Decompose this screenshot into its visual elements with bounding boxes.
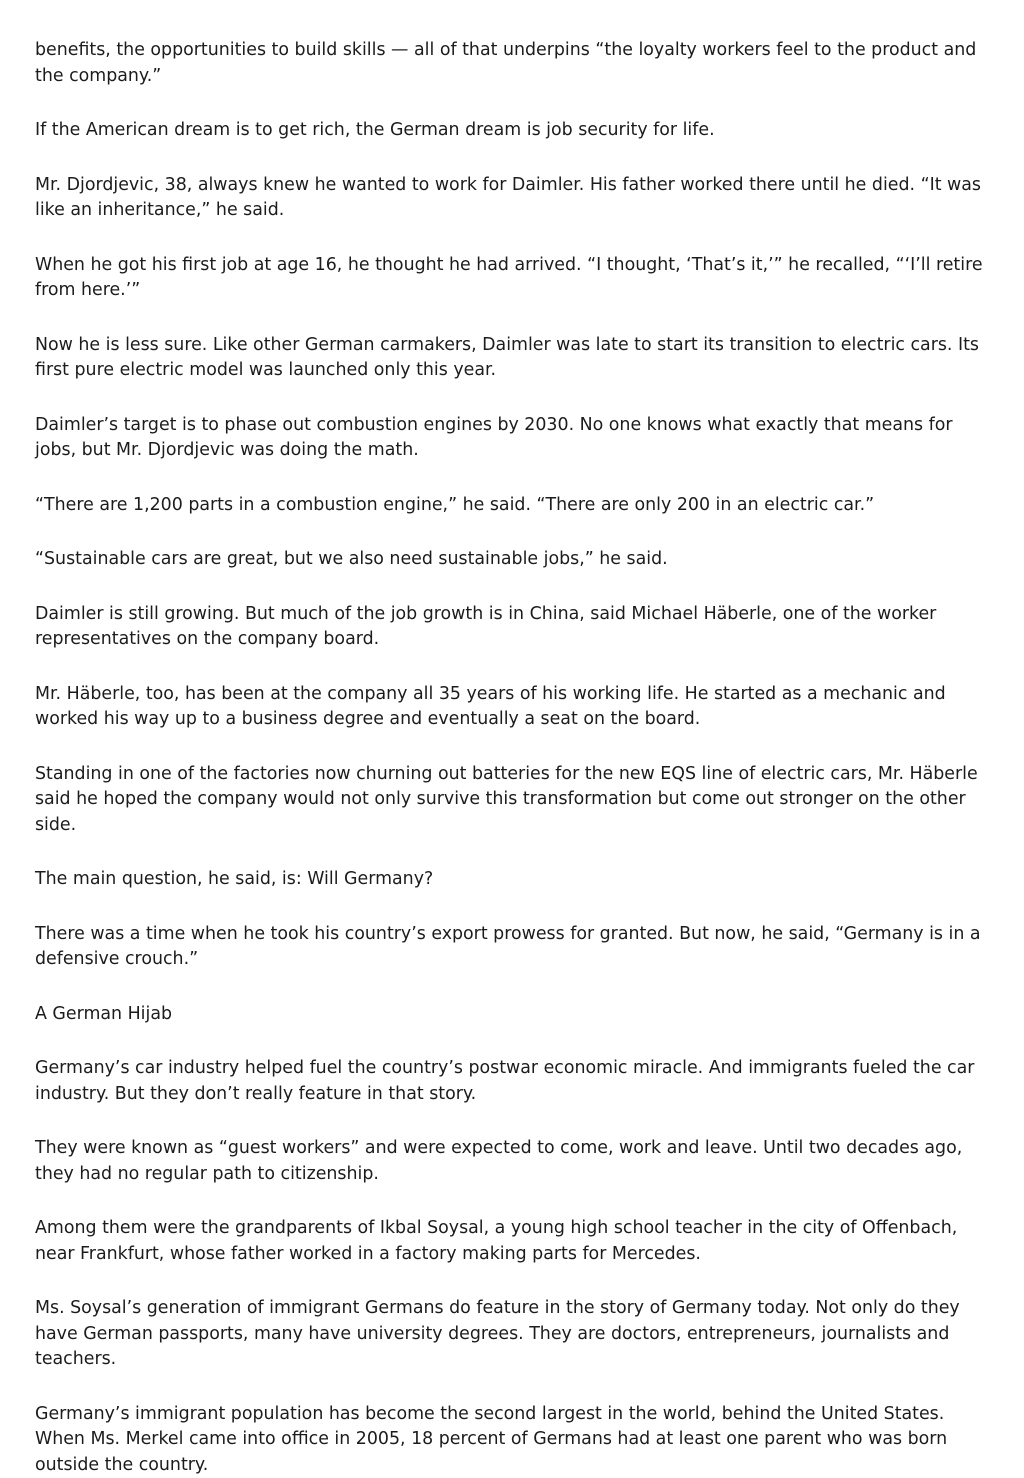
paragraph: Daimler is still growing. But much of the job growth is in China, said Michael Häberle, one of the worker representatives on the company board.	[35, 602, 990, 653]
paragraph: Germany’s immigrant population has become the second largest in the world, behind the United States. When Ms. Merkel came into office in 2005, 18 percent of Germans had at least one parent who was born outside the country.	[35, 1402, 990, 1478]
paragraph: “There are 1,200 parts in a combustion engine,” he said. “There are only 200 in an electric car.”	[35, 493, 990, 519]
paragraph: If the American dream is to get rich, the German dream is job security for life.	[35, 118, 990, 144]
paragraph: They were known as “guest workers” and were expected to come, work and leave. Until two decades ago, they had no regular path to citizenship.	[35, 1136, 990, 1187]
section-heading: A German Hijab	[35, 1002, 990, 1028]
paragraph: “Sustainable cars are great, but we also need sustainable jobs,” he said.	[35, 547, 990, 573]
paragraph: Ms. Soysal’s generation of immigrant Germans do feature in the story of Germany today. Not only do they have German passports, many have university degrees. They are doctors, entrepreneurs, journalists and teachers.	[35, 1296, 990, 1373]
paragraph: The main question, he said, is: Will Germany?	[35, 867, 990, 893]
paragraph: Mr. Häberle, too, has been at the company all 35 years of his working life. He started as a mechanic and worked his way up to a business degree and eventually a seat on the board.	[35, 682, 990, 733]
paragraph: Now he is less sure. Like other German carmakers, Daimler was late to start its transition to electric cars. Its first pure electric model was launched only this year.	[35, 333, 990, 384]
paragraph: benefits, the opportunities to build skills — all of that underpins “the loyalty workers feel to the product and the company.”	[35, 38, 990, 89]
paragraph: When he got his first job at age 16, he thought he had arrived. “I thought, ‘That’s it,’” he recalled, “‘I’ll retire from here.’”	[35, 253, 990, 304]
paragraph: Among them were the grandparents of Ikbal Soysal, a young high school teacher in the city of Offenbach, near Frankfurt, whose father worked in a factory making parts for Mercedes.	[35, 1216, 990, 1267]
paragraph: Germany’s car industry helped fuel the country’s postwar economic miracle. And immigrants fueled the car industry. But they don’t really feature in that story.	[35, 1056, 990, 1107]
paragraph: Daimler’s target is to phase out combustion engines by 2030. No one knows what exactly that means for jobs, but Mr. Djordjevic was doing the math.	[35, 413, 990, 464]
paragraph: Mr. Djordjevic, 38, always knew he wanted to work for Daimler. His father worked there until he died. “It was like an inheritance,” he said.	[35, 173, 990, 224]
paragraph: Standing in one of the factories now churning out batteries for the new EQS line of electric cars, Mr. Häberle said he hoped the company would not only survive this transformation but come out stronger on the other side.	[35, 762, 990, 839]
paragraph: There was a time when he took his country’s export prowess for granted. But now, he said, “Germany is in a defensive crouch.”	[35, 922, 990, 973]
